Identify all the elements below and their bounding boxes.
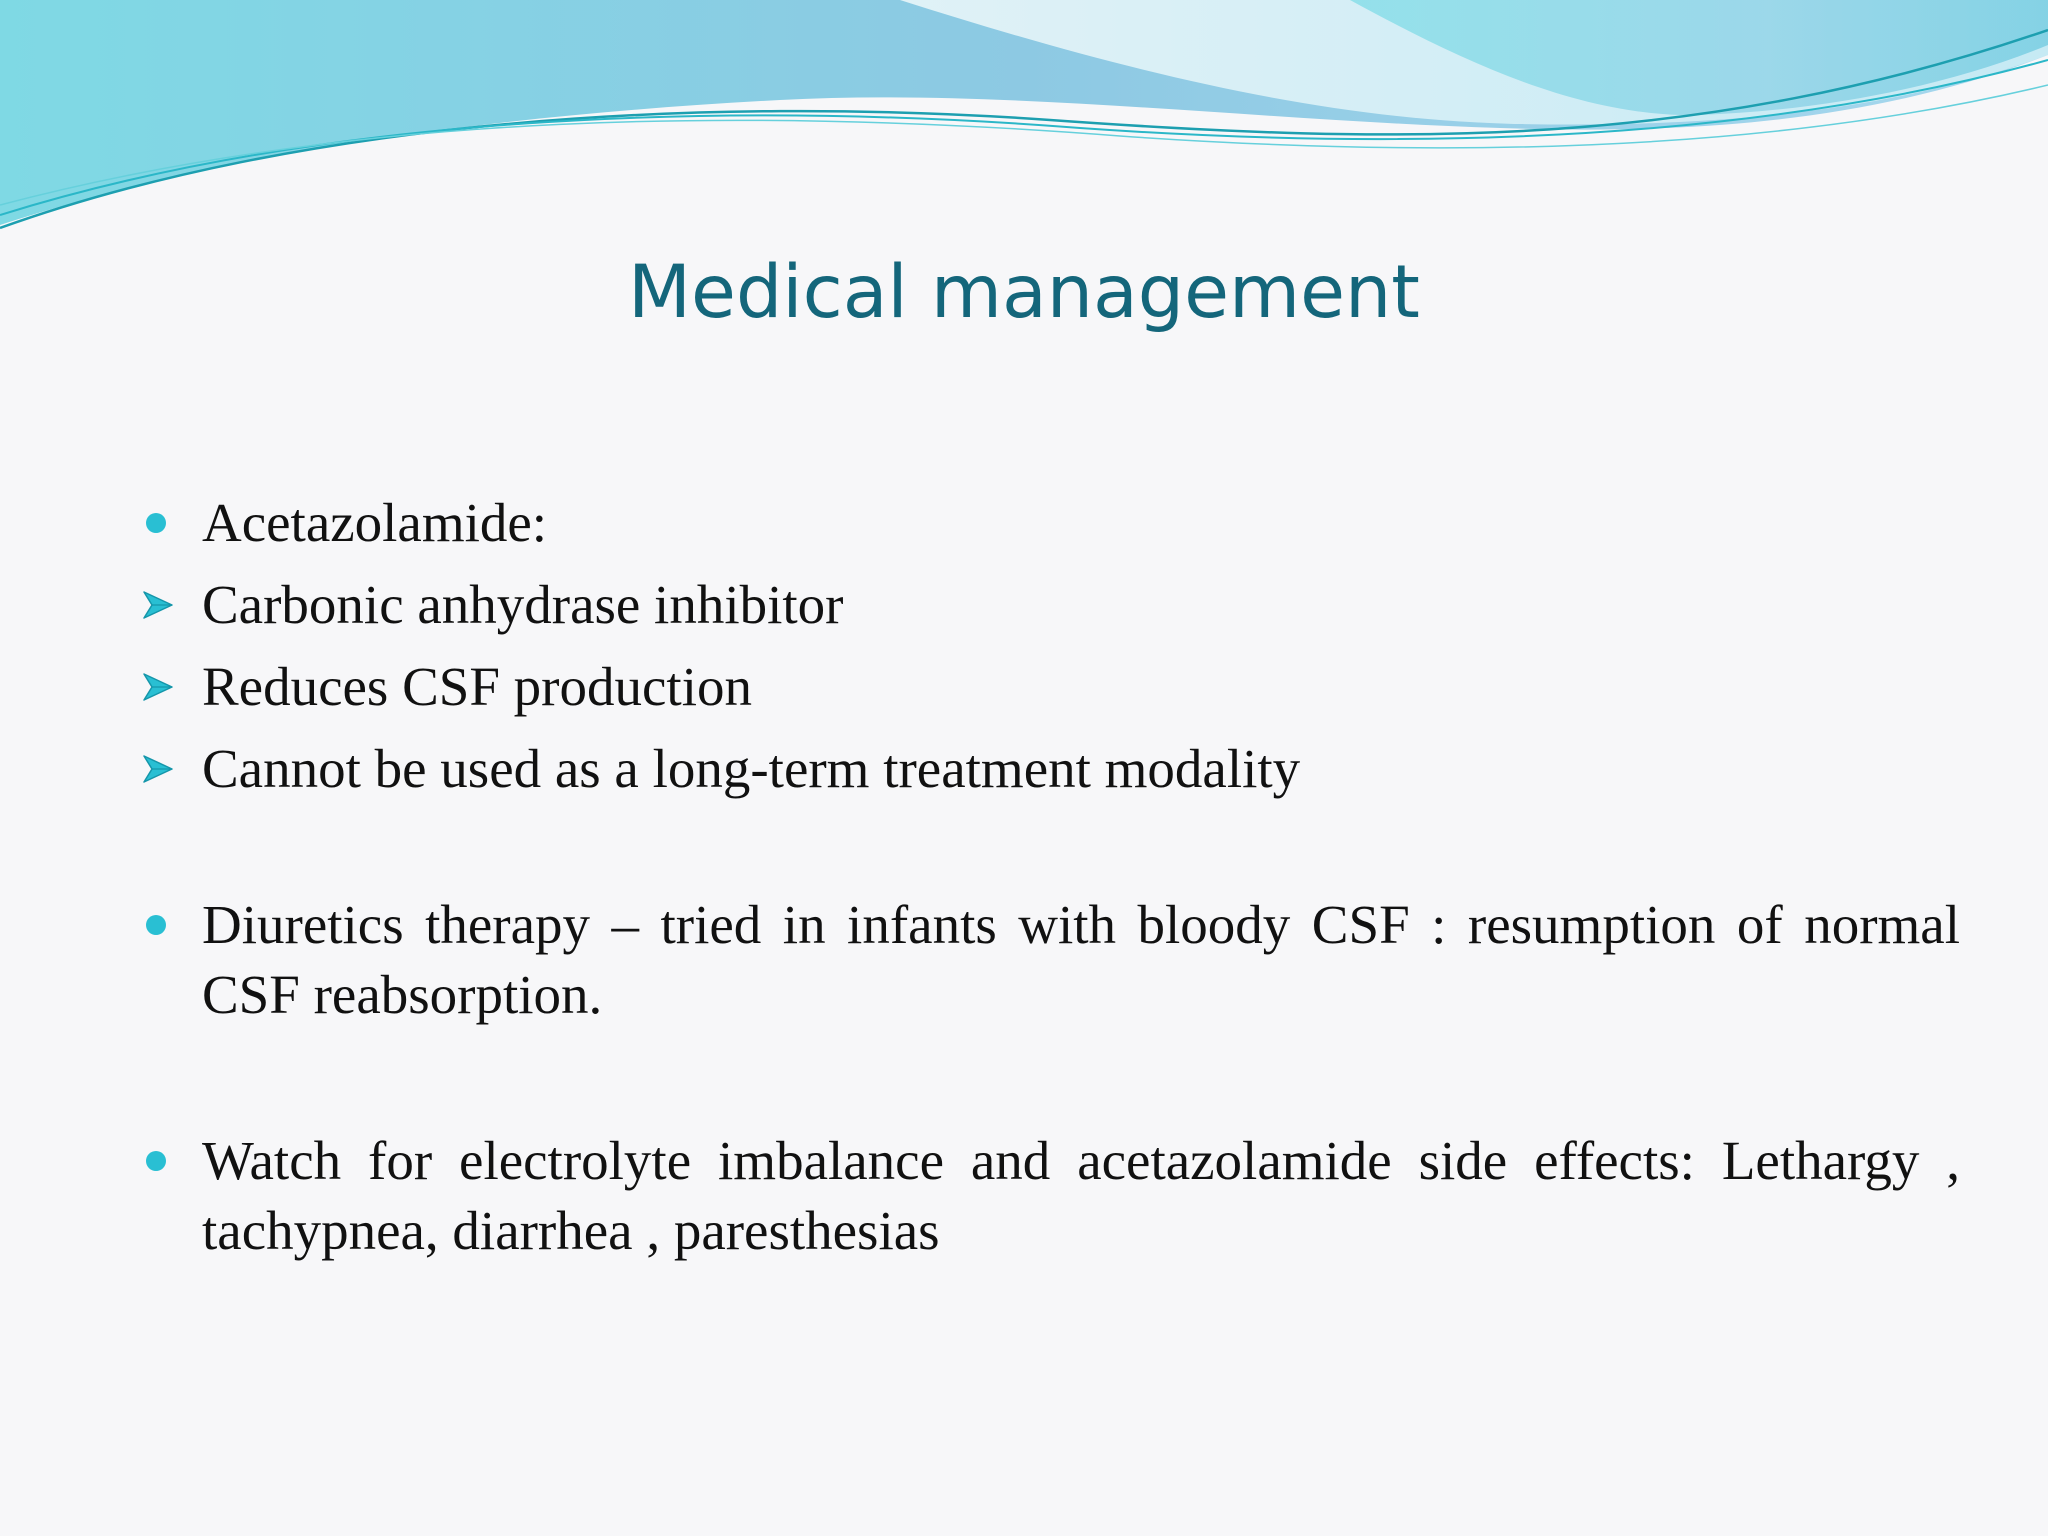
dot-bullet-icon [146,513,166,533]
list-item-text: Reduces CSF production [202,656,752,717]
bullet-list [142,482,1960,1266]
list-item [142,728,1960,810]
list-item-text: Diuretics therapy – tried in infants with bloody CSF : resumption of normal CSF reabsorption. [202,894,1960,1025]
list-item-text: Carbonic anhydrase inhibitor [202,574,844,635]
list-item-text: Cannot be used as a long-term treatment modality [202,738,1301,799]
list-item [142,890,1960,1030]
dot-bullet-icon [146,1151,166,1171]
slide-title: Medical management [628,250,1420,335]
wave-header-decoration [0,0,2048,240]
list-item-text: Watch for electrolyte imbalance and acetazolamide side effects: Lethargy , tachypnea, diarrhea , paresthesias [202,1130,1960,1261]
spacer [142,810,1960,890]
dot-bullet-icon [146,915,166,935]
list-item-text: Acetazolamide: [202,492,548,553]
arrow-bullet-icon [142,670,176,704]
list-item [142,564,1960,646]
list-item [142,646,1960,728]
spacer [142,1030,1960,1126]
list-item [142,482,1960,564]
list-item [142,1126,1960,1266]
arrow-bullet-icon [142,588,176,622]
arrow-bullet-icon [142,752,176,786]
